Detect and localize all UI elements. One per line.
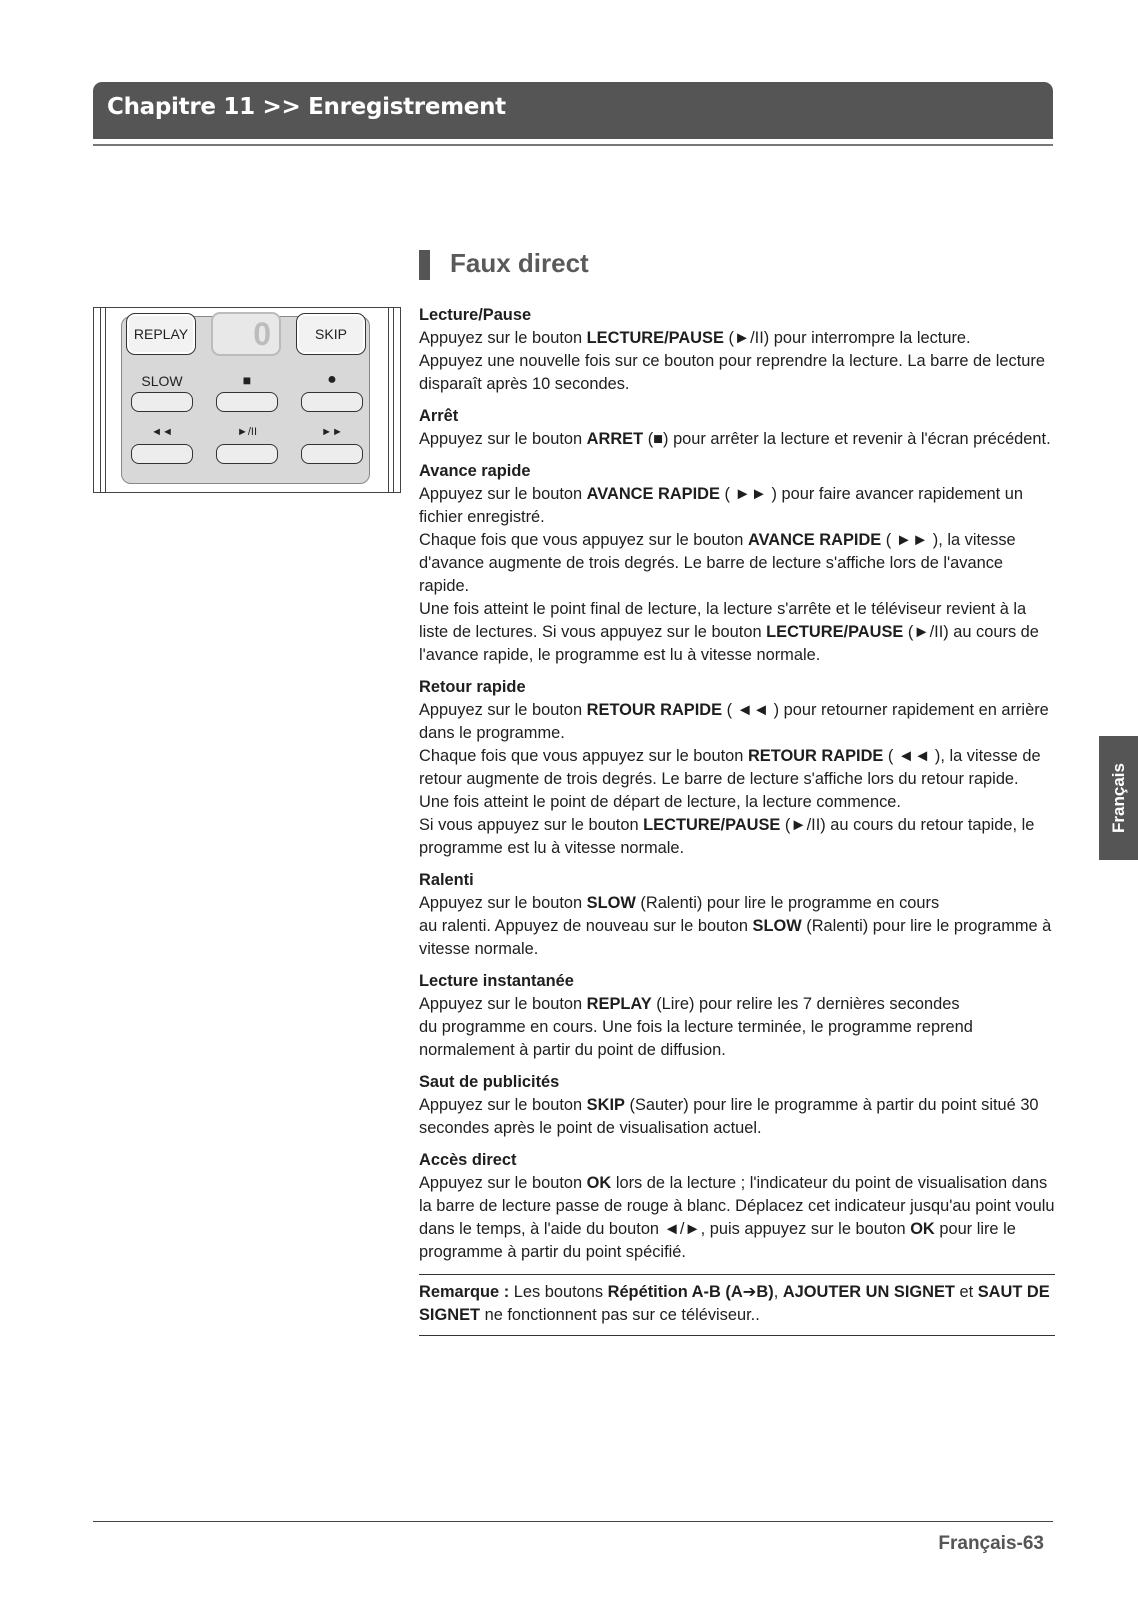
instructions-content <box>419 304 1055 1336</box>
section-body: Appuyez sur le bouton LECTURE/PAUSE (►/II) pour interrompre la lecture. Appuyez une nouvelle fois sur ce bouton pour reprendre la lecture. La barre de lecture disparaît après 10 secondes. <box>419 329 1045 393</box>
rewind-icon: ◄◄ <box>151 426 173 438</box>
section-block <box>419 304 1055 396</box>
section-block <box>419 1071 1055 1140</box>
chapter-title: Chapitre 11 >> Enregistrement <box>107 94 506 120</box>
remote-rail <box>393 308 394 492</box>
slow-label: SLOW <box>141 373 183 389</box>
record-button <box>301 392 363 412</box>
stop-button <box>216 392 278 412</box>
section-heading: Avance rapide <box>419 462 531 480</box>
section-block <box>419 970 1055 1062</box>
fast-forward-button <box>301 444 363 464</box>
record-icon: ● <box>327 371 337 388</box>
section-body: Appuyez sur le bouton RETOUR RAPIDE ( ◄◄ ) pour retourner rapidement en arrière dans le programme. Chaque fois que vous appuyez sur le bouton RETOUR RAPIDE ( ◄◄ ), la vitesse de retour augmente de trois degrés. Le barre de lecture s'affiche lors du retour rapide. Une fois atteint le point de départ de lecture, la lecture commence. Si vous appuyez sur le bouton LECTURE/PAUSE (►/II) au cours du retour tapide, le programme est lu à vitesse normale. <box>419 701 1049 857</box>
skip-label: SKIP <box>315 326 347 342</box>
section-block <box>419 1149 1055 1264</box>
section-heading: Ralenti <box>419 871 474 889</box>
replay-label: REPLAY <box>133 326 189 342</box>
digit-zero: 0 <box>253 316 271 352</box>
remote-rail <box>105 308 106 492</box>
section-body: Appuyez sur le bouton OK lors de la lecture ; l'indicateur du point de visualisation dans la barre de lecture passe de rouge à blanc. Déplacez cet indicateur jusqu'au point voulu dans le temps, à l'aide du bouton ◄/►, puis appuyez sur le bouton OK pour lire le programme à partir du point spécifié. <box>419 1174 1055 1261</box>
play-pause-button <box>216 444 278 464</box>
section-block <box>419 460 1055 667</box>
section-marker <box>419 250 430 280</box>
replay-button <box>126 313 196 355</box>
digit-display <box>211 312 281 356</box>
section-block <box>419 869 1055 961</box>
remote-rail <box>100 308 101 492</box>
section-heading: Accès direct <box>419 1151 517 1169</box>
section-body: Appuyez sur le bouton ARRET (■) pour arrêter la lecture et revenir à l'écran précédent. <box>419 430 1051 448</box>
section-body: Appuyez sur le bouton SLOW (Ralenti) pour lire le programme en cours au ralenti. Appuyez de nouveau sur le bouton SLOW (Ralenti) pour lire le programme à vitesse normale. <box>419 894 1052 958</box>
section-block <box>419 676 1055 860</box>
language-tab-label: Français <box>1108 763 1128 833</box>
slow-button <box>131 392 193 412</box>
remote-rail <box>388 308 389 492</box>
section-heading: Saut de publicités <box>419 1073 560 1091</box>
rewind-button <box>131 444 193 464</box>
footer-divider <box>93 1521 1053 1522</box>
page-number: Français-63 <box>938 1533 1044 1554</box>
section-body: Appuyez sur le bouton AVANCE RAPIDE ( ►► ) pour faire avancer rapidement un fichier enregistré. Chaque fois que vous appuyez sur le bouton AVANCE RAPIDE ( ►► ), la vitesse d'avance augmente de trois degrés. Le barre de lecture s'affiche lors de l'avance rapide. Une fois atteint le point final de lecture, la lecture s'arrête et le téléviseur revient à la liste de lectures. Si vous appuyez sur le bouton LECTURE/PAUSE (►/II) au cours de l'avance rapide, le programme est lu à vitesse normale. <box>419 485 1039 664</box>
note-box <box>419 1274 1055 1336</box>
section-block <box>419 405 1055 451</box>
section-heading: Retour rapide <box>419 678 526 696</box>
section-body: Appuyez sur le bouton REPLAY (Lire) pour relire les 7 dernières secondes du programme en cours. Une fois la lecture terminée, le programme reprend normalement à partir du point de diffusion. <box>419 995 973 1059</box>
play-pause-icon: ►/II <box>236 426 258 438</box>
section-body: Appuyez sur le bouton SKIP (Sauter) pour lire le programme à partir du point situé 30 secondes après le point de visualisation actuel. <box>419 1096 1039 1137</box>
section-heading: Arrêt <box>419 407 459 425</box>
section-title: Faux direct <box>450 248 589 278</box>
chapter-header <box>93 82 1053 139</box>
section-heading: Lecture instantanée <box>419 972 574 990</box>
skip-button <box>296 313 366 355</box>
stop-icon: ■ <box>242 372 252 388</box>
note-text: Remarque : Les boutons Répétition A-B (A➔B), AJOUTER UN SIGNET et SAUT DE SIGNET ne fonctionnent pas sur ce téléviseur.. <box>419 1283 1050 1324</box>
section-heading: Lecture/Pause <box>419 306 532 324</box>
fast-forward-icon: ►► <box>321 426 343 438</box>
header-divider <box>93 144 1053 146</box>
language-tab <box>1099 736 1138 860</box>
